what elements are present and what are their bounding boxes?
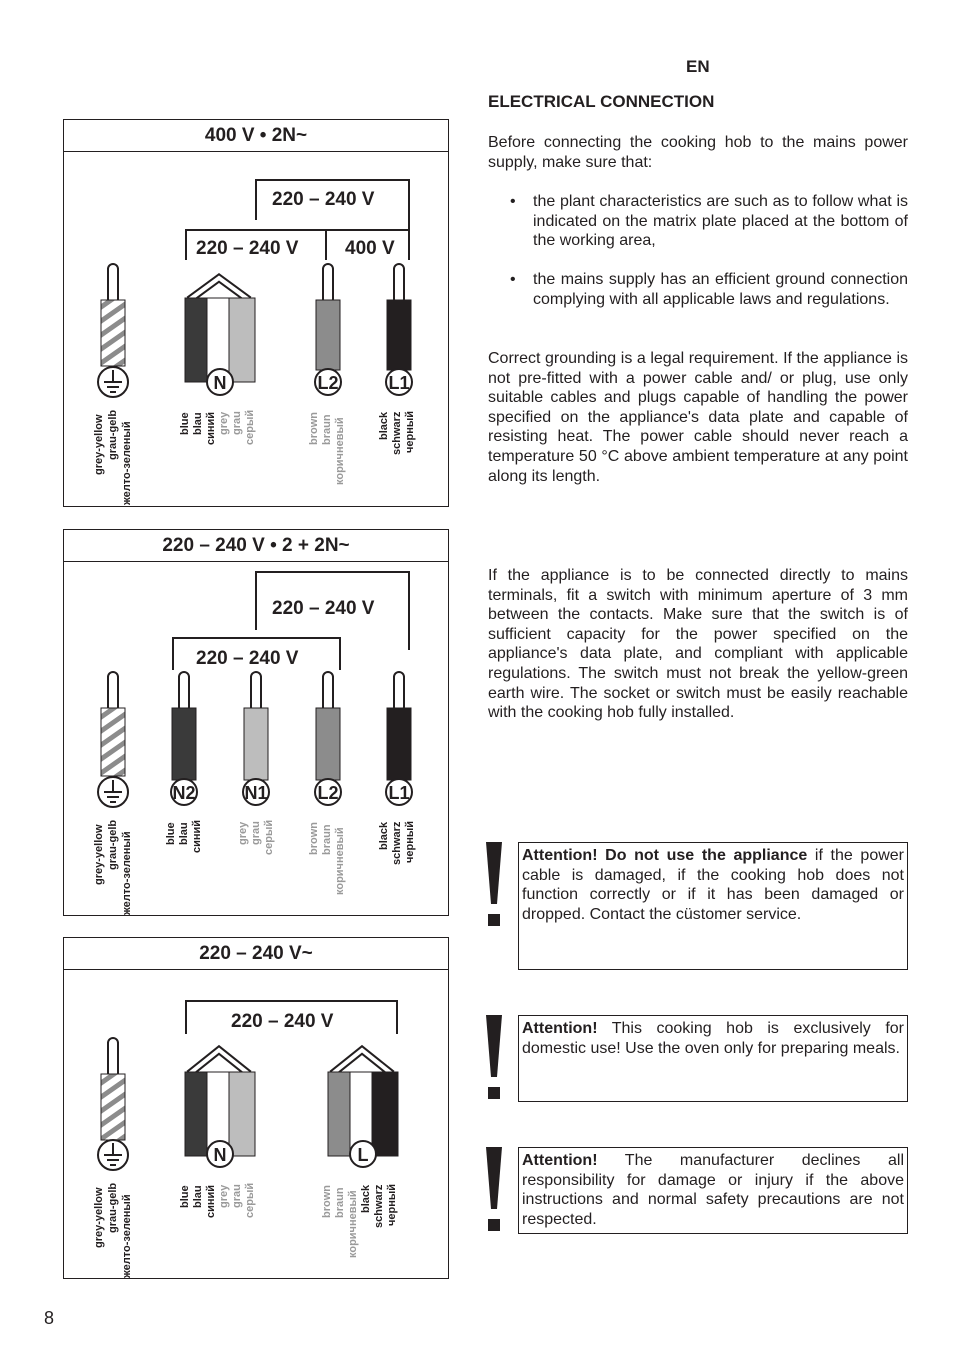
l1-wire	[386, 264, 412, 395]
wire-label: коричневый	[347, 1190, 359, 1258]
voltage-label-left: 220 – 240 V	[196, 648, 299, 669]
wire-label: синий	[205, 1184, 217, 1218]
wire-label: синий	[205, 411, 217, 445]
live-wire-pair	[328, 1050, 398, 1167]
l2-wire	[315, 672, 341, 805]
wiring-diagram-graphic	[64, 530, 450, 917]
wire-label: braun	[334, 1187, 346, 1218]
neutral-wire-pair	[185, 278, 255, 395]
wire-label: grau-gelb	[107, 409, 119, 460]
terminal-n2: N2	[172, 783, 196, 803]
bullet-icon: •	[510, 271, 516, 288]
wiring-diagram-graphic	[64, 938, 450, 1280]
wire-label: blue	[179, 412, 191, 435]
list-item	[510, 192, 908, 251]
voltage-label-top: 220 – 240 V	[272, 189, 375, 210]
wire-label: black	[360, 1184, 372, 1213]
wire-label: черный	[386, 1183, 398, 1226]
wire-label: schwarz	[391, 821, 403, 865]
wire-label: brown	[321, 1185, 333, 1218]
voltage-label-left: 220 – 240 V	[196, 238, 299, 259]
warning-bold: Attention! Do not use the appliance	[522, 847, 808, 864]
exclamation-icon	[484, 842, 504, 928]
warning-bold: Attention!	[522, 1152, 598, 1169]
warning-bold: Attention!	[522, 1020, 598, 1037]
neutral-wire-pair	[185, 1050, 255, 1167]
wire-label: brown	[308, 822, 320, 855]
wire-label: grey-yellow	[93, 1187, 105, 1248]
intro-paragraph: Before connecting the cooking hob to the mains power supply, make sure that:	[488, 134, 908, 171]
voltage-label-top: 220 – 240 V	[231, 1011, 334, 1032]
wire-label: коричневый	[334, 417, 346, 485]
wire-label: grey	[218, 1184, 230, 1208]
wire-label: черный	[404, 410, 416, 453]
list-item-text: the plant characteristics are such as to follow what is indicated on the matrix plate placed at the bottom of the working area,	[533, 193, 908, 250]
earth-wire	[98, 672, 128, 807]
warning-box	[518, 842, 908, 970]
terminal-n: N	[213, 373, 227, 393]
exclamation-icon	[484, 1147, 504, 1233]
wire-label: black	[378, 411, 390, 440]
list-item	[510, 270, 908, 309]
wire-label: braun	[321, 824, 333, 855]
wire-label: braun	[321, 414, 333, 445]
terminal-l1: L1	[388, 783, 410, 803]
warning-text: The manufacturer declines all responsibility for damage or injury if the above instructions and normal safety precautions are not respected.	[522, 1152, 904, 1228]
wire-label: синий	[191, 819, 203, 853]
warning-box	[518, 1147, 908, 1234]
wiring-diagram-graphic	[64, 120, 450, 508]
terminal-l2: L2	[317, 373, 339, 393]
l2-wire	[315, 264, 341, 395]
wire-label: grey-yellow	[93, 824, 105, 885]
wire-label: серый	[244, 409, 256, 445]
wire-label: grau-gelb	[107, 819, 119, 870]
wire-label: grey-yellow	[93, 414, 105, 475]
wire-label: коричневый	[334, 827, 346, 895]
terminal-l2: L2	[317, 783, 339, 803]
wire-label: schwarz	[391, 411, 403, 455]
warning-box	[518, 1015, 908, 1102]
wire-label: серый	[263, 819, 275, 855]
diagram-title: 220 – 240 V~	[64, 938, 448, 970]
exclamation-icon	[484, 1015, 504, 1101]
language-code: EN	[686, 57, 710, 76]
wire-label: blue	[165, 822, 177, 845]
wire-label: blue	[179, 1185, 191, 1208]
bullet-icon: •	[510, 193, 516, 210]
list-item-text: the mains supply has an efficient ground connection complying with all applicable laws and regulations.	[533, 271, 908, 308]
diagram-title: 220 – 240 V • 2 + 2N~	[64, 530, 448, 562]
n2-wire	[171, 672, 197, 805]
wire-label: желто-зеленый	[121, 1194, 133, 1278]
wire-label: schwarz	[373, 1184, 385, 1228]
wire-label: grey	[237, 821, 249, 845]
wire-label: grau	[250, 821, 262, 845]
wire-label: brown	[308, 412, 320, 445]
terminal-l1: L1	[388, 373, 410, 393]
grounding-paragraph: Correct grounding is a legal requirement. If the appliance is not pre-fitted with a power cable and/ or plug, use only suitable cables and plugs capable of handling the power specified on the appliance's data plate and capable of resisting heat. The power cable should never reach a temperature 50 °C above ambient temperature at any point along its length.	[488, 350, 908, 485]
wire-label: grey	[218, 411, 230, 435]
warning-text: This cooking hob is exclusively for domestic use! Use the oven only for preparing meals.	[522, 1020, 904, 1057]
diagram-title: 400 V • 2N~	[64, 120, 448, 152]
wiring-diagram-220-240v	[63, 937, 449, 1279]
wire-label: grau-gelb	[107, 1182, 119, 1233]
wire-label: grau	[231, 1184, 243, 1208]
wire-label: черный	[404, 820, 416, 863]
l1-wire	[386, 672, 412, 805]
earth-wire	[98, 264, 128, 397]
wire-label: blau	[178, 822, 190, 845]
earth-wire	[98, 1038, 128, 1170]
wire-label: желто-зеленый	[121, 421, 133, 505]
page-number: 8	[44, 1308, 55, 1328]
direct-connection-paragraph: If the appliance is to be connected directly to mains terminals, fit a switch with minimum aperture of 3 mm between the contacts. Make sure that the switch is of sufficient capacity for the power specified on the appliance's data plate, and compliant with applicable regulations. The switch must not break the yellow-green earth wire. The socket or switch must be easily reachable with the cooking hob fully installed.	[488, 567, 908, 722]
wire-label: желто-зеленый	[121, 831, 133, 915]
wire-label: blau	[192, 412, 204, 435]
voltage-label-right: 400 V	[345, 238, 395, 259]
wire-label: серый	[244, 1182, 256, 1218]
terminal-n1: N1	[244, 783, 268, 803]
section-title: ELECTRICAL CONNECTION	[488, 92, 715, 111]
n1-wire	[243, 672, 269, 805]
wire-label: grau	[231, 411, 243, 435]
terminal-n: N	[213, 1145, 227, 1165]
wire-label: black	[378, 821, 390, 850]
wiring-diagram-400v-2n	[63, 119, 449, 507]
voltage-label-top: 220 – 240 V	[272, 598, 375, 619]
wire-label: blau	[192, 1185, 204, 1208]
wiring-diagram-2-2n	[63, 529, 449, 916]
terminal-l: L	[357, 1145, 369, 1165]
warning-text: if the power cable is damaged, if the cooking hob does not function correctly or if it has been damaged or dropped. Contact the cüstomer service.	[522, 847, 904, 923]
